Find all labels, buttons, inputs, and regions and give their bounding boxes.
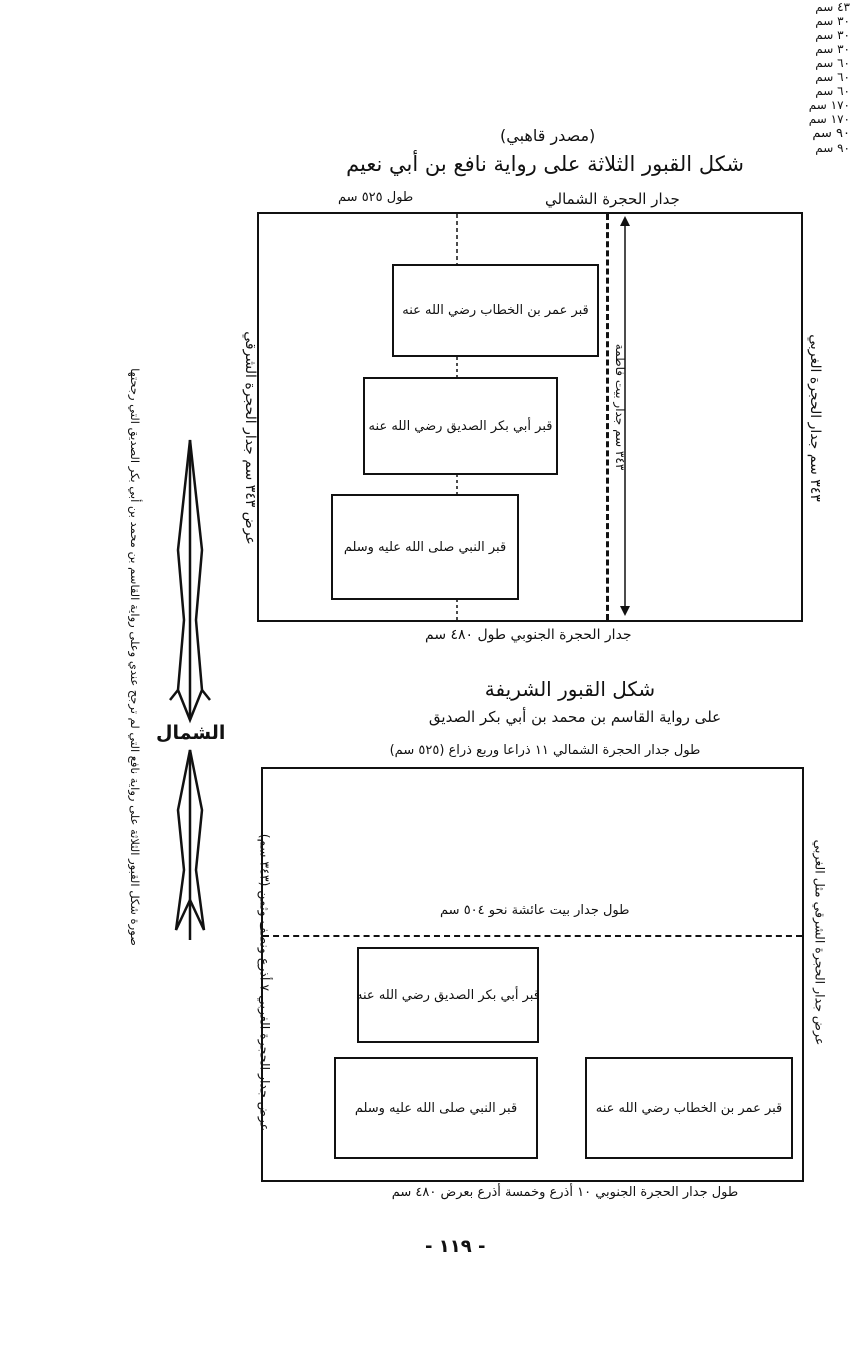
d1-south-wall: جدار الحجرة الجنوبي طول ٤٨٠ سم [425, 627, 632, 643]
d1-left-side: عرض ٣٤٣ سم جدار الحجرة الشرقي [242, 331, 258, 545]
d1-side-abubakr: ٦٠ سم [815, 70, 850, 84]
page-number: - ١١٩ - [425, 1236, 486, 1257]
d2-south-wall: طول جدار الحجرة الجنوبي ١٠ أذرع وخمسة أذرع بعرض ٤٨٠ سم [391, 1185, 739, 1200]
side-caption: صورة شكل القبور الثلاثة على رواية نافع التي لم ترجح عندي وعلى رواية القاسم بن محمد بن أبي بكر الصديق التي رجحتها [128, 368, 142, 946]
d2-right-side: عرض جدار الحجرة الشرقي مثل الغربي [812, 839, 828, 1046]
d2-dashed-wall [263, 935, 802, 937]
d1-dashed-wall [606, 214, 609, 620]
d2-left-side: عرض جدار الحجرة الغربي ٧ أذرع ونصف وثمن (٣٤٣ سم) [257, 833, 273, 1132]
d1-dashed-label: ٣٤٣ سم جدار بيت فاطمة [613, 343, 627, 471]
d2-top-umar: ١٧٠ سم [808, 112, 850, 126]
d2-grave-prophet: قبر النبي صلى الله عليه وسلم [334, 1057, 538, 1159]
compass-label: الشمال [156, 722, 226, 744]
d1-grave-prophet: قبر النبي صلى الله عليه وسلم [331, 494, 519, 600]
d1-gap-3: ٣٠ سم [815, 42, 850, 56]
d2-side-middle: ٩٠ سم [815, 141, 850, 155]
d1-grave-abubakr: قبر أبي بكر الصديق رضي الله عنه [363, 377, 558, 475]
d1-right-side: ٣٤٣ سم جدار الحجرة الغربي [807, 334, 823, 502]
d2-top-prophet: ١٧٠ سم [808, 98, 850, 112]
d1-grave-umar: قبر عمر بن الخطاب رضي الله عنه [392, 264, 599, 357]
d1-side-prophet: ٦٠ سم [815, 84, 850, 98]
d1-source: (مصدر قاهبي) [500, 126, 596, 145]
d2-dashed-label: طول جدار بيت عائشة نحو ٥٠٤ سم [440, 903, 630, 918]
d1-north-length: طول ٥٢٥ سم [338, 190, 414, 205]
d2-grave-abubakr: قبر أبي بكر الصديق رضي الله عنه [357, 947, 539, 1043]
north-arrow-icon [160, 430, 230, 950]
d1-gap-2: ٣٠ سم [815, 28, 850, 42]
d2-side-left: ٩٠ سم [812, 126, 850, 141]
d2-subtitle: على رواية القاسم بن محمد بن أبي بكر الصديق [428, 708, 722, 726]
d1-gap-1: ٣٠ سم [815, 14, 850, 28]
d1-top-gap: ٤٣ سم [815, 0, 850, 14]
d2-grave-umar: قبر عمر بن الخطاب رضي الله عنه [585, 1057, 793, 1159]
d2-title: شكل القبور الشريفة [484, 677, 656, 701]
d1-north-wall: جدار الحجرة الشمالي [545, 190, 680, 208]
d1-side-umar: ٦٠ سم [815, 56, 850, 70]
d2-north-wall: طول جدار الحجرة الشمالي ١١ ذراعا وربع ذراع (٥٢٥ سم) [389, 743, 701, 758]
d1-title: شكل القبور الثلاثة على رواية نافع بن أبي نعيم [346, 152, 744, 176]
